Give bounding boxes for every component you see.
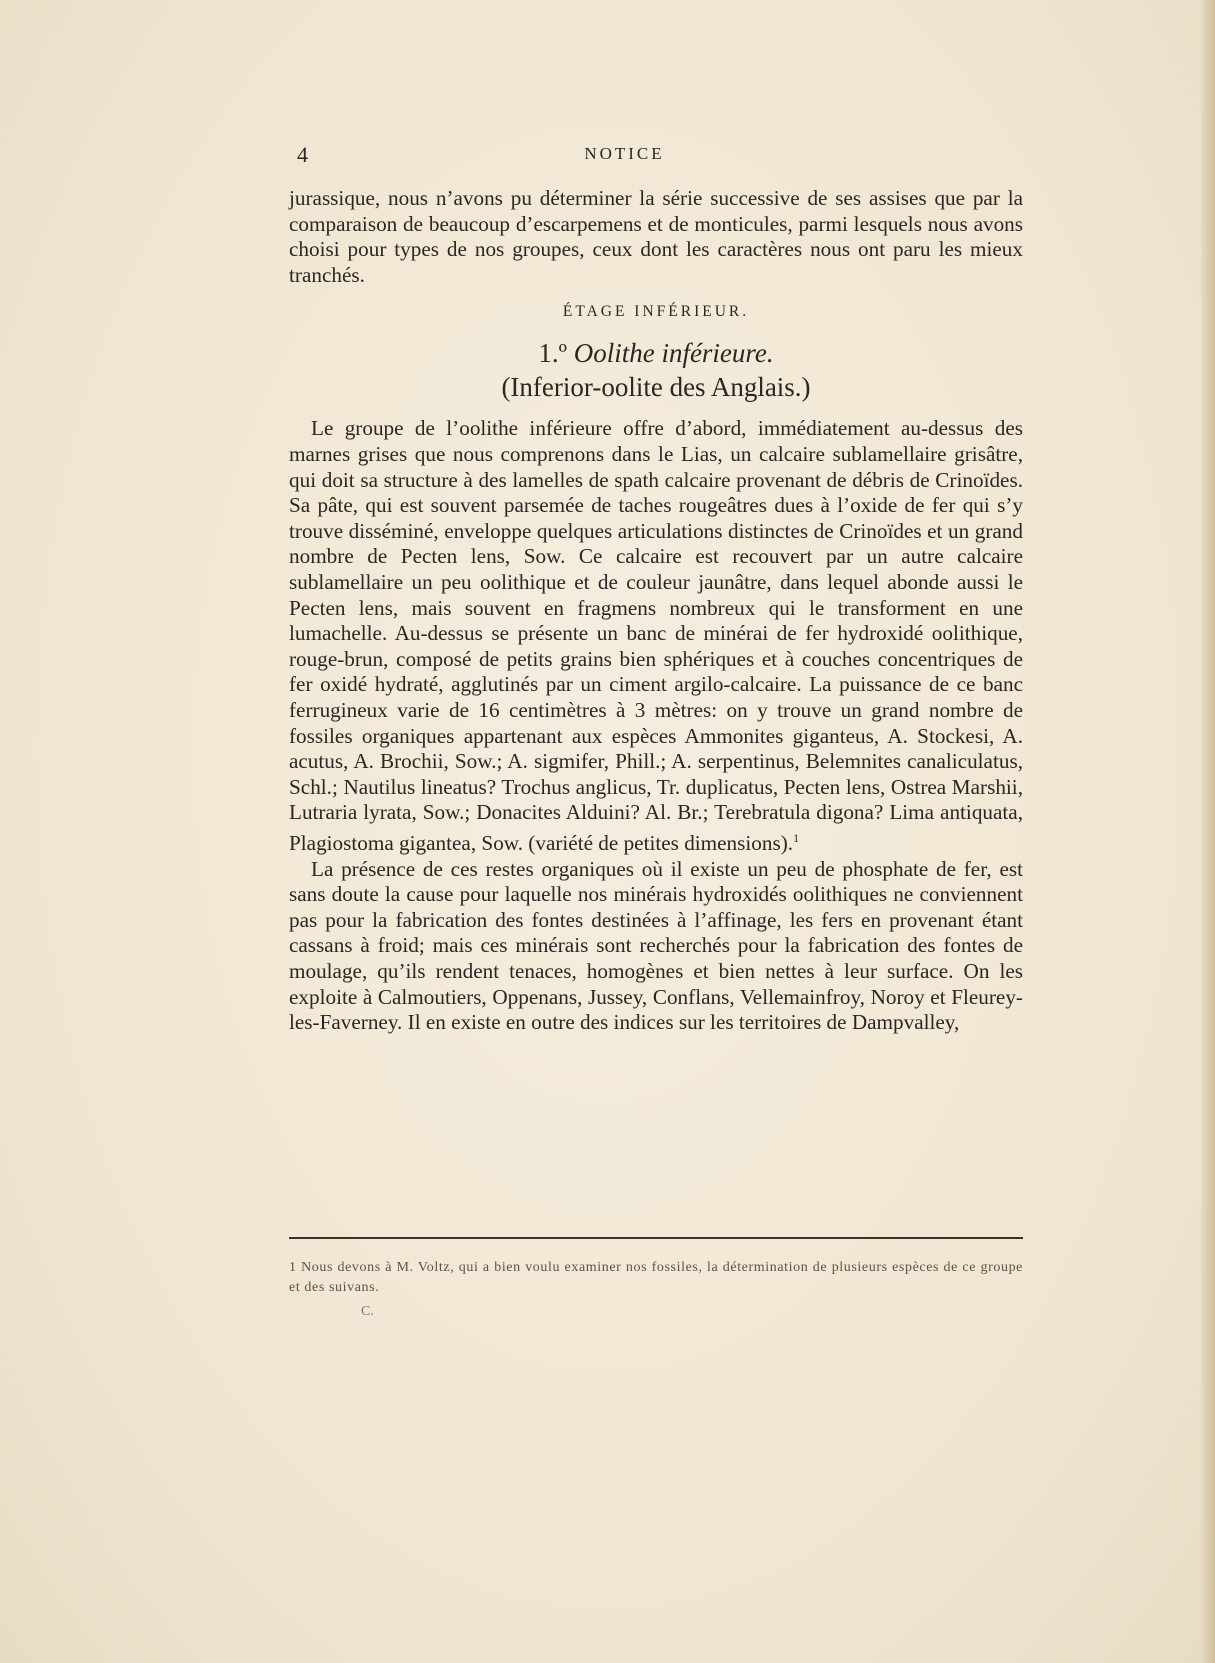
stage-heading: ÉTAGE INFÉRIEUR. — [562, 303, 750, 321]
running-title: NOTICE — [584, 144, 665, 163]
footnote-text: 1 Nous devons à M. Voltz, qui a bien voulu examiner nos fossiles, la détermination de plusieurs espèces de ce groupe et des suivans. — [289, 1260, 1023, 1295]
footnote-rule — [289, 1237, 1023, 1239]
page-edge — [1201, 0, 1215, 1663]
footnote-signature: C. — [361, 1304, 374, 1319]
section-title: Oolithe inférieure. — [573, 338, 774, 369]
section-subtitle: (Inferior-oolite des Anglais.) — [501, 372, 811, 403]
section-number: 1.º — [538, 338, 567, 369]
main-text — [289, 186, 1023, 1036]
running-header — [297, 142, 952, 172]
section-heading — [289, 336, 1023, 370]
paragraph-2: La présence de ces restes organiques où il existe un peu de phosphate de fer, est sans doute la cause pour laquelle nos minérais hydroxidés oolithiques ne conviennent pas pour la fabrication des fontes destinées à l’affinage, les fers en provenant étant cassans à froid; mais ces minérais sont recherchés pour la fabrication des fontes de moulage, qu’ils rendent tenaces, homogènes et bien nettes à leur surface. On les exploite à Calmoutiers, Oppenans, Jussey, Conflans, Vellemainfroy, Noroy et Fleurey-les-Faverney. Il en existe en outre des indices sur les territoires de Dampvalley, — [289, 856, 1023, 1035]
paragraph-1-text: Le groupe de l’oolithe inférieure offre d’abord, immédiatement au-dessus des marnes grises que nous comprenons dans le Lias, un calcaire sublamellaire grisâtre, qui doit sa structure à des lamelles de spath calcaire provenant de débris de Crinoïdes. Sa pâte, qui est souvent parsemée de taches rougeâtres dues à l’oxide de fer qui s’y trouve disséminé, enveloppe quelques articulations distinctes de Crinoïdes et un grand nombre de Pecten lens, Sow. Ce calcaire est recouvert par un autre calcaire sublamellaire un peu oolithique et de couleur jaunâtre, dans lequel abonde aussi le Pecten lens, mais souvent en fragmens nombreux qui le transforment en une lumachelle. Au-dessus se présente un banc de minérai de fer hydroxidé oolithique, rouge-brun, composé de petits grains bien sphériques et à couches concentriques de fer oxidé hydraté, agglutinés par un ciment argilo-calcaire. La puissance de ce banc ferrugineux varie de 16 centimètres à 3 mètres: on y trouve un grand nombre de fossiles organiques appartenant aux espèces Ammonites giganteus, A. Stockesi, A. acutus, A. Brochii, Sow.; A. sigmifer, Phill.; A. serpentinus, Belemnites canaliculatus, Schl.; Nautilus lineatus? Trochus anglicus, Tr. duplicatus, Pecten lens, Ostrea Marshii, Lutraria lyrata, Sow.; Donacites Alduini? Al. Br.; Terebratula digona? Lima antiquata, Plagiostoma gigantea, Sow. (variété de petites dimensions). — [289, 416, 1023, 855]
footnote-reference[interactable]: 1 — [793, 830, 800, 845]
paragraph-1 — [289, 416, 1023, 856]
page-number: 4 — [297, 142, 308, 167]
intro-paragraph: jurassique, nous n’avons pu déterminer la série successive de ses assises que par la comparaison de beaucoup d’escarpemens et de monticules, parmi lesquels nous avons choisi pour types de nos groupes, ceux dont les caractères nous ont paru les mieux tranchés. — [289, 186, 1023, 287]
